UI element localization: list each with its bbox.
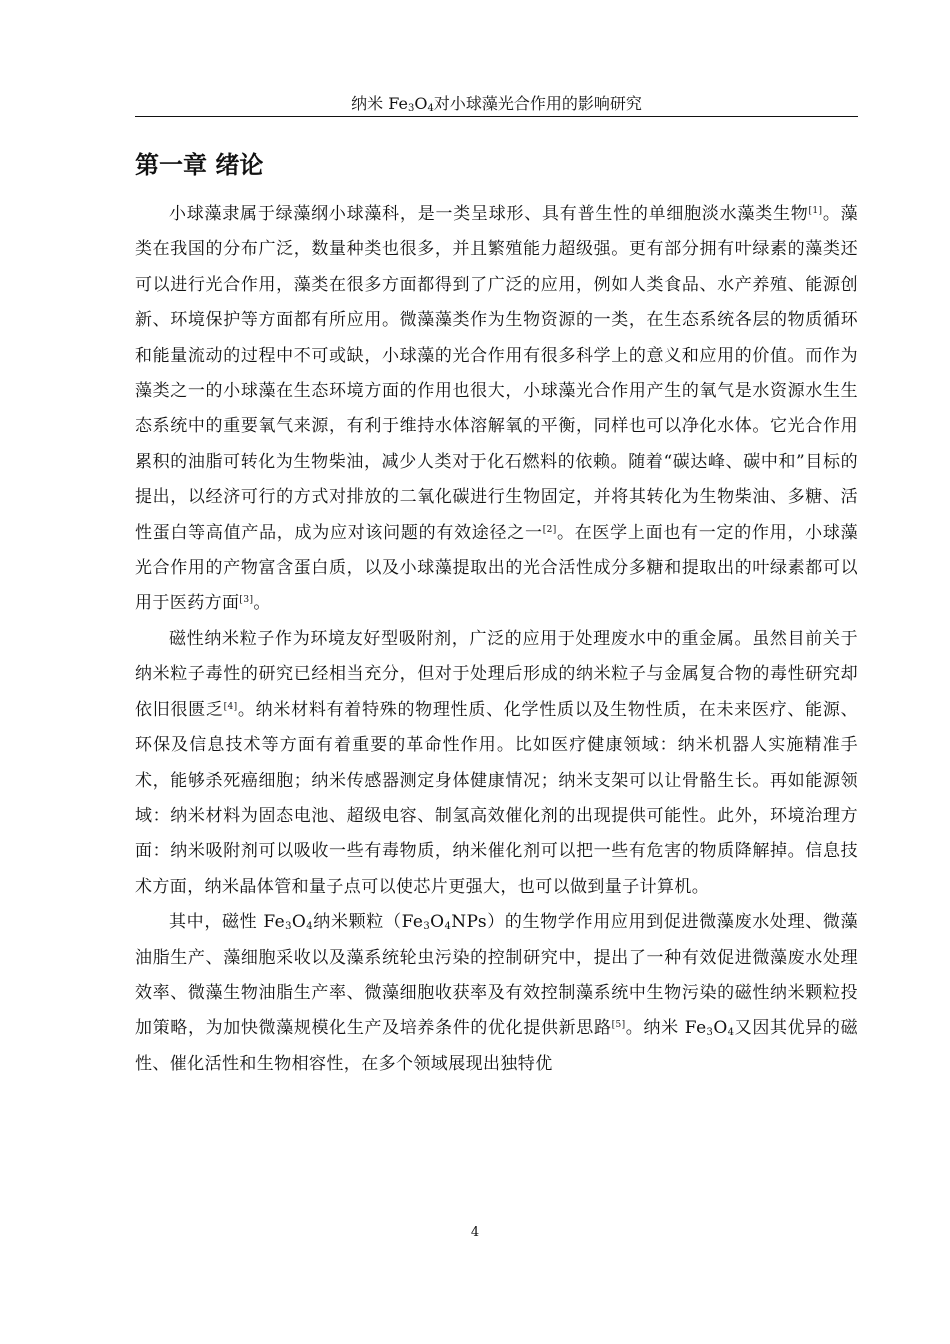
paragraph-text: 。纳米材料有着特殊的物理性质、化学性质以及生物性质，在未来医疗、能源、环保及信息技术等方面有着重要的革命性作用。比如医疗健康领域：纳米机器人实施精准手术，能够杀死癌细胞；纳米传感器测定身体健康情况；纳米支架可以让骨骼生长。再如能源领域：纳米材料为固态电池、超级电容、制氢高效催化剂的出现提供可能性。此外，环境治理方面：纳米吸附剂可以吸收一些有毒物质，纳米催化剂可以把一些有危害的物质降解掉。信息技术方面，纳米晶体管和量子点可以使芯片更强大，也可以做到量子计算机。 bbox=[135, 699, 859, 897]
paragraph-3 bbox=[135, 905, 858, 1082]
header-text: 对小球藻光合作用的影响研究 bbox=[433, 94, 642, 113]
body-text bbox=[135, 197, 858, 1082]
running-header bbox=[135, 93, 858, 115]
header-text: 纳米 Fe bbox=[351, 94, 408, 113]
chem-subscript: 3 bbox=[706, 1027, 714, 1039]
paragraph-1 bbox=[135, 197, 858, 622]
citation-ref: [5] bbox=[611, 1020, 626, 1031]
citation-ref: [1] bbox=[808, 206, 823, 216]
paragraph-text: 。 bbox=[253, 593, 271, 614]
header-text: O bbox=[414, 94, 428, 113]
paragraph-text: NPs）的生物学作用应用到促进微藻废水处理、微藻油脂生产、藻细胞采收以及藻系统轮虫污染的控制研究中，提出了一种有效促进微藻废水处理效率、微藻生物油脂生产率、微藻细胞收获率及有效控制藻系统中生物污染的磁性纳米颗粒投加策略，为加快微藻规模化生产及培养条件的优化提供新思路 bbox=[135, 912, 858, 1039]
page-number: 4 bbox=[470, 1225, 480, 1240]
paragraph-text: O bbox=[291, 912, 307, 933]
paragraph-text: 。纳米 Fe bbox=[625, 1018, 707, 1039]
paragraph-text: O bbox=[430, 912, 445, 933]
paragraph-2 bbox=[135, 622, 858, 905]
header-subscript: 4 bbox=[427, 103, 434, 114]
paragraph-text: 。在医学上面也有一定的作用，小球藻光合作用的产物富含蛋白质，以及小球藻提取出的光合活性成分多糖和提取出的叶绿素都可以用于医药方面 bbox=[135, 522, 858, 614]
paragraph-text: 纳米颗粒（Fe bbox=[313, 912, 424, 933]
header-subscript: 3 bbox=[407, 103, 415, 114]
paragraph-text: 其中，磁性 Fe bbox=[169, 912, 286, 933]
chem-subscript: 4 bbox=[444, 921, 452, 933]
chem-subscript: 4 bbox=[306, 921, 314, 933]
paragraph-text: 磁性纳米粒子作为环境友好型吸附剂，广泛的应用于处理废水中的重金属。虽然目前关于纳米粒子毒性的研究已经相当充分，但对于处理后形成的纳米粒子与金属复合物的毒性研究却依旧很匮乏 bbox=[135, 628, 858, 720]
paragraph-text: 。藻类在我国的分布广泛，数量种类也很多，并且繁殖能力超级强。更有部分拥有叶绿素的藻类还可以进行光合作用，藻类在很多方面都得到了广泛的应用，例如人类食品、水产养殖、能源创新、环境保护等方面都有所应用。微藻藻类作为生物资源的一类，在生态系统各层的物质循环和能量流动的过程中不可或缺，小球藻的光合作用有很多科学上的意义和应用的价值。而作为藻类之一的小球藻在生态环境方面的作用也很大，小球藻光合作用产生的氧气是水资源水生生态系统中的重要氧气来源，有利于维持水体溶解氧的平衡，同样也可以净化水体。它光合作用累积的油脂可转化为生物柴油，减少人类对于化石燃料的依赖。随着“碳达峰、碳中和”目标的提出，以经济可行的方式对排放的二氧化碳进行生物固定，并将其转化为生物柴油、多糖、活性蛋白等高值产品，成为应对该问题的有效途径之一 bbox=[135, 204, 858, 543]
paragraph-text: 又因其优异的磁性、催化活性和生物相容性，在多个领域展现出独特优 bbox=[135, 1018, 858, 1074]
paragraph-text: 小球藻隶属于绿藻纲小球藻科，是一类呈球形、具有普生性的单细胞淡水藻类生物 bbox=[169, 204, 809, 224]
header-divider bbox=[135, 116, 858, 117]
chem-subscript: 4 bbox=[727, 1027, 735, 1039]
citation-ref: [4] bbox=[223, 701, 238, 712]
citation-ref: [3] bbox=[239, 595, 254, 606]
chem-subscript: 3 bbox=[285, 921, 292, 933]
citation-ref: [2] bbox=[542, 524, 557, 535]
paragraph-text: O bbox=[713, 1018, 728, 1039]
chem-subscript: 3 bbox=[423, 921, 431, 933]
chapter-title: 第一章 绪论 bbox=[135, 151, 264, 179]
